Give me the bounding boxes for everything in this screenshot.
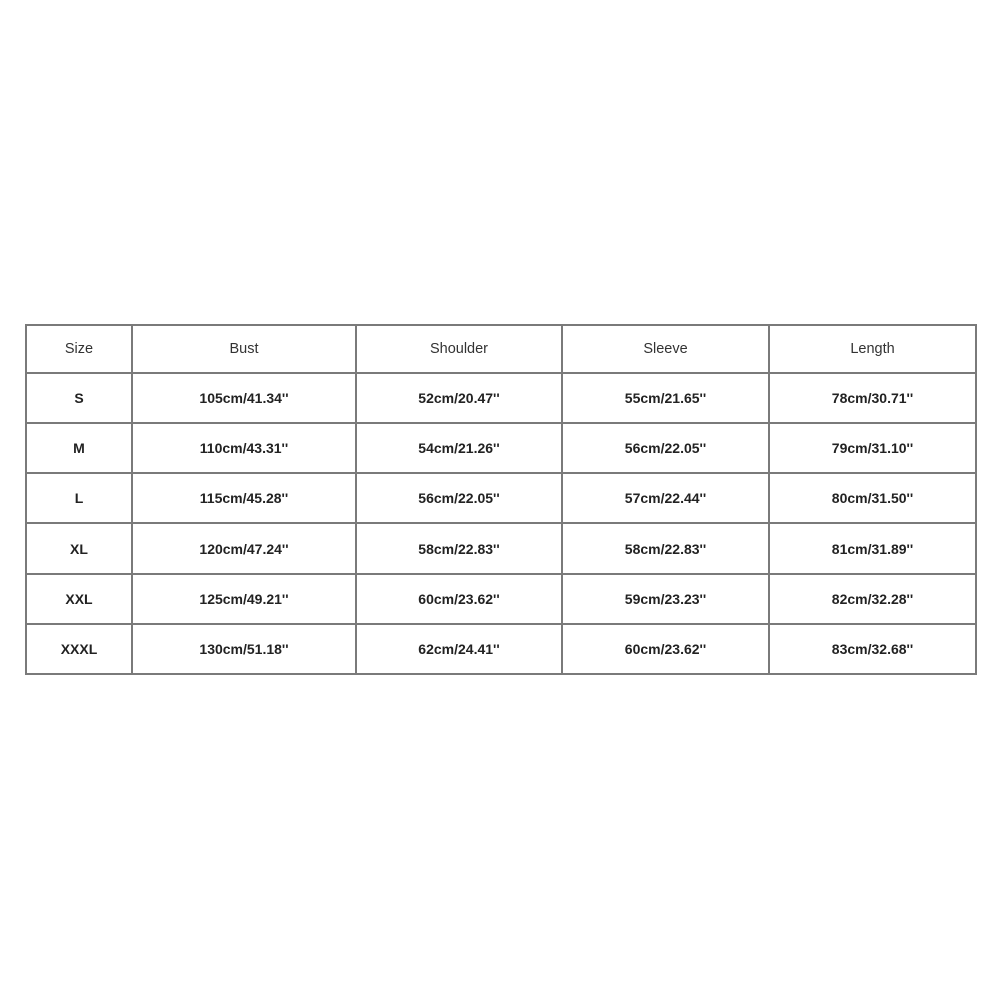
shoulder-cell: 54cm/21.26'' <box>356 423 562 473</box>
sleeve-cell: 59cm/23.23'' <box>562 574 769 624</box>
size-cell: XXXL <box>26 624 132 674</box>
bust-cell: 130cm/51.18'' <box>132 624 356 674</box>
sleeve-cell: 55cm/21.65'' <box>562 373 769 423</box>
bust-cell: 125cm/49.21'' <box>132 574 356 624</box>
size-cell: M <box>26 423 132 473</box>
table-row <box>26 473 976 523</box>
sleeve-cell: 57cm/22.44'' <box>562 473 769 523</box>
bust-cell: 110cm/43.31'' <box>132 423 356 473</box>
size-chart-header <box>26 325 976 373</box>
table-row <box>26 523 976 573</box>
shoulder-cell: 52cm/20.47'' <box>356 373 562 423</box>
length-cell: 79cm/31.10'' <box>769 423 976 473</box>
header-length: Length <box>769 325 976 373</box>
length-cell: 82cm/32.28'' <box>769 574 976 624</box>
shoulder-cell: 60cm/23.62'' <box>356 574 562 624</box>
size-cell: XXL <box>26 574 132 624</box>
size-cell: S <box>26 373 132 423</box>
table-row <box>26 373 976 423</box>
shoulder-cell: 58cm/22.83'' <box>356 523 562 573</box>
bust-cell: 105cm/41.34'' <box>132 373 356 423</box>
length-cell: 78cm/30.71'' <box>769 373 976 423</box>
size-cell: L <box>26 473 132 523</box>
table-row <box>26 423 976 473</box>
header-bust: Bust <box>132 325 356 373</box>
sleeve-cell: 58cm/22.83'' <box>562 523 769 573</box>
sleeve-cell: 56cm/22.05'' <box>562 423 769 473</box>
bust-cell: 115cm/45.28'' <box>132 473 356 523</box>
header-sleeve: Sleeve <box>562 325 769 373</box>
header-shoulder: Shoulder <box>356 325 562 373</box>
table-row <box>26 624 976 674</box>
sleeve-cell: 60cm/23.62'' <box>562 624 769 674</box>
size-chart-body <box>26 373 976 674</box>
size-cell: XL <box>26 523 132 573</box>
length-cell: 83cm/32.68'' <box>769 624 976 674</box>
length-cell: 81cm/31.89'' <box>769 523 976 573</box>
shoulder-cell: 62cm/24.41'' <box>356 624 562 674</box>
header-row <box>26 325 976 373</box>
table-row <box>26 574 976 624</box>
bust-cell: 120cm/47.24'' <box>132 523 356 573</box>
size-chart-table <box>25 324 977 675</box>
shoulder-cell: 56cm/22.05'' <box>356 473 562 523</box>
header-size: Size <box>26 325 132 373</box>
length-cell: 80cm/31.50'' <box>769 473 976 523</box>
